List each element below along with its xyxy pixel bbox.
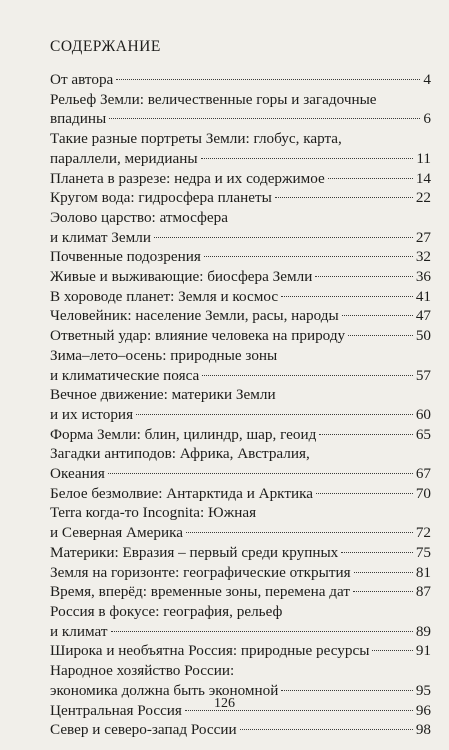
toc-entry-page: 47 — [415, 307, 431, 325]
toc-entry-title: Север и северо-запад России — [50, 721, 237, 739]
toc-entry-row — [50, 622, 431, 642]
toc-entry-page: 89 — [415, 622, 431, 640]
dot-leader — [202, 375, 413, 376]
toc-entry-title: и Северная Америка — [50, 524, 183, 542]
toc-entry-title: и климатические пояса — [50, 366, 200, 384]
dot-leader — [204, 256, 413, 257]
toc-entry — [50, 90, 431, 129]
toc-entry-page: 65 — [415, 425, 431, 443]
toc-entry — [50, 385, 431, 424]
toc-entry-title: и климат Земли — [50, 228, 151, 246]
toc-entry-row — [50, 464, 431, 484]
toc-entry-row — [50, 543, 431, 563]
toc-entry-title: Планета в разрезе: недра и их содержимое — [50, 169, 325, 187]
toc-entry-page: 98 — [415, 721, 431, 739]
dot-leader — [275, 197, 413, 198]
toc-entry-page: 96 — [415, 701, 431, 719]
toc-entry-page: 75 — [415, 543, 431, 561]
toc-entry-title: Человейник: население Земли, расы, народы — [50, 307, 339, 325]
toc-entry-title: От автора — [50, 71, 114, 88]
toc-entry-page: 91 — [415, 642, 431, 660]
toc-entry-page: 22 — [415, 189, 431, 207]
toc-entry — [50, 720, 431, 740]
dot-leader — [281, 690, 412, 691]
dot-leader — [111, 631, 413, 632]
toc-entry-page: 6 — [423, 110, 431, 128]
dot-leader — [353, 591, 413, 592]
dot-leader — [281, 296, 413, 297]
toc-entry — [50, 346, 431, 385]
dot-leader — [240, 729, 413, 730]
toc-entry — [50, 326, 431, 346]
toc-entry-row — [50, 366, 431, 386]
toc-entry — [50, 70, 431, 90]
toc-entry-row — [50, 70, 431, 90]
toc-entry-row — [50, 720, 431, 740]
toc-entry-title: Кругом вода: гидросфера планеты — [50, 189, 272, 207]
toc-entry-row — [50, 582, 431, 602]
toc-entry-row — [50, 405, 431, 425]
toc-entry-page: 95 — [415, 681, 431, 699]
toc-entry-title: В хороводе планет: Земля и космос — [50, 287, 279, 305]
toc-entry-page: 50 — [415, 327, 431, 345]
toc-entry-row — [50, 425, 431, 445]
toc-entry-page: 32 — [415, 248, 431, 266]
toc-entry-row — [50, 523, 431, 543]
dot-leader — [108, 473, 413, 474]
toc-entry-title: Центральная Россия — [50, 701, 182, 719]
toc-entry-title-line: Рельеф Земли: величественные горы и загадочные — [50, 90, 377, 108]
toc-entry-title: экономика должна быть экономной — [50, 681, 279, 699]
toc-entry-page: 60 — [415, 405, 431, 423]
toc-entry-row — [50, 484, 431, 504]
toc-entry-title: параллели, меридианы — [50, 149, 198, 167]
toc-entry — [50, 641, 431, 661]
toc-entry-title: Белое безмолвие: Антарктида и Арктика — [50, 484, 314, 502]
toc-entry-page: 87 — [415, 583, 431, 601]
toc-entry-page: 4 — [423, 71, 431, 88]
contents-heading: СОДЕРЖАНИЕ — [50, 38, 161, 55]
toc-entry-row — [50, 326, 431, 346]
toc-entry-row — [50, 169, 431, 189]
toc-entry-title: Ответный удар: влияние человека на природу — [50, 327, 346, 345]
toc-entry — [50, 267, 431, 287]
toc-entry — [50, 582, 431, 602]
toc-entry — [50, 287, 431, 307]
toc-entry-title: и их история — [50, 405, 134, 423]
toc-entry — [50, 661, 431, 700]
toc-entry — [50, 188, 431, 208]
toc-entry-page: 27 — [415, 228, 431, 246]
toc-entry-title-line: Загадки антиподов: Африка, Австралия, — [50, 445, 310, 463]
toc-entry — [50, 425, 431, 445]
dot-leader — [154, 237, 413, 238]
toc-entry — [50, 563, 431, 583]
dot-leader — [109, 118, 420, 119]
dot-leader — [319, 434, 413, 435]
toc-entry-title-line: Такие разные портреты Земли: глобус, карта, — [50, 130, 342, 148]
toc-entry — [50, 129, 431, 168]
toc-entry-title: Форма Земли: блин, цилиндр, шар, геоид — [50, 425, 317, 443]
dot-leader — [354, 572, 413, 573]
toc-entry-title: Океания — [50, 465, 105, 483]
toc-entry — [50, 543, 431, 563]
toc-entry-title: Живые и выживающие: биосфера Земли — [50, 268, 313, 286]
toc-entry-title-line: Зима–лето–осень: природные зоны — [50, 346, 278, 364]
toc-entry-page: 81 — [415, 563, 431, 581]
toc-entry-row — [50, 306, 431, 326]
toc-entry — [50, 247, 431, 267]
toc-entry — [50, 484, 431, 504]
toc-entry-title: Материки: Евразия – первый среди крупных — [50, 543, 339, 561]
toc-entry-title: Земля на горизонте: географические открытия — [50, 563, 351, 581]
toc-entry-title-line: Народное хозяйство России: — [50, 662, 235, 680]
toc-entry-row — [50, 188, 431, 208]
dot-leader — [201, 158, 414, 159]
table-of-contents — [50, 70, 431, 740]
toc-entry-title-line: Россия в фокусе: география, рельеф — [50, 602, 283, 620]
toc-entry — [50, 306, 431, 326]
toc-entry-title: Широка и необъятна Россия: природные ресурсы — [50, 642, 370, 660]
toc-entry-row — [50, 247, 431, 267]
page-number: 126 — [214, 696, 235, 711]
dot-leader — [136, 414, 413, 415]
dot-leader — [316, 493, 413, 494]
toc-entry-title: Время, вперёд: временные зоны, перемена дат — [50, 583, 350, 601]
toc-entry-title-line: Вечное движение: материки Земли — [50, 386, 276, 404]
toc-entry-title-line: Эолово царство: атмосфера — [50, 208, 228, 226]
toc-entry-page: 70 — [415, 484, 431, 502]
toc-entry-row — [50, 267, 431, 287]
toc-entry-row — [50, 228, 431, 248]
toc-entry — [50, 503, 431, 542]
toc-entry-page: 36 — [415, 268, 431, 286]
toc-entry-row — [50, 563, 431, 583]
toc-entry — [50, 169, 431, 189]
dot-leader — [186, 532, 413, 533]
toc-entry-title: впадины — [50, 110, 107, 128]
dot-leader — [315, 276, 412, 277]
dot-leader — [342, 315, 413, 316]
toc-entry — [50, 208, 431, 247]
toc-entry-row — [50, 287, 431, 307]
toc-entry-page: 14 — [415, 169, 431, 187]
toc-entry — [50, 444, 431, 483]
toc-entry-title-line: Terra когда-то Incognita: Южная — [50, 504, 257, 522]
toc-entry-title: Почвенные подозрения — [50, 248, 201, 266]
toc-entry-row — [50, 641, 431, 661]
toc-entry-page: 67 — [415, 465, 431, 483]
toc-entry-page: 57 — [415, 366, 431, 384]
toc-entry-page: 11 — [416, 149, 431, 167]
toc-entry-row — [50, 109, 431, 129]
dot-leader — [348, 335, 413, 336]
toc-entry-page: 41 — [415, 287, 431, 305]
toc-entry-page: 72 — [415, 524, 431, 542]
toc-entry-title: и климат — [50, 622, 108, 640]
dot-leader — [116, 79, 420, 80]
toc-entry-row — [50, 149, 431, 169]
dot-leader — [341, 552, 413, 553]
dot-leader — [328, 178, 413, 179]
dot-leader — [372, 650, 412, 651]
toc-entry — [50, 602, 431, 641]
